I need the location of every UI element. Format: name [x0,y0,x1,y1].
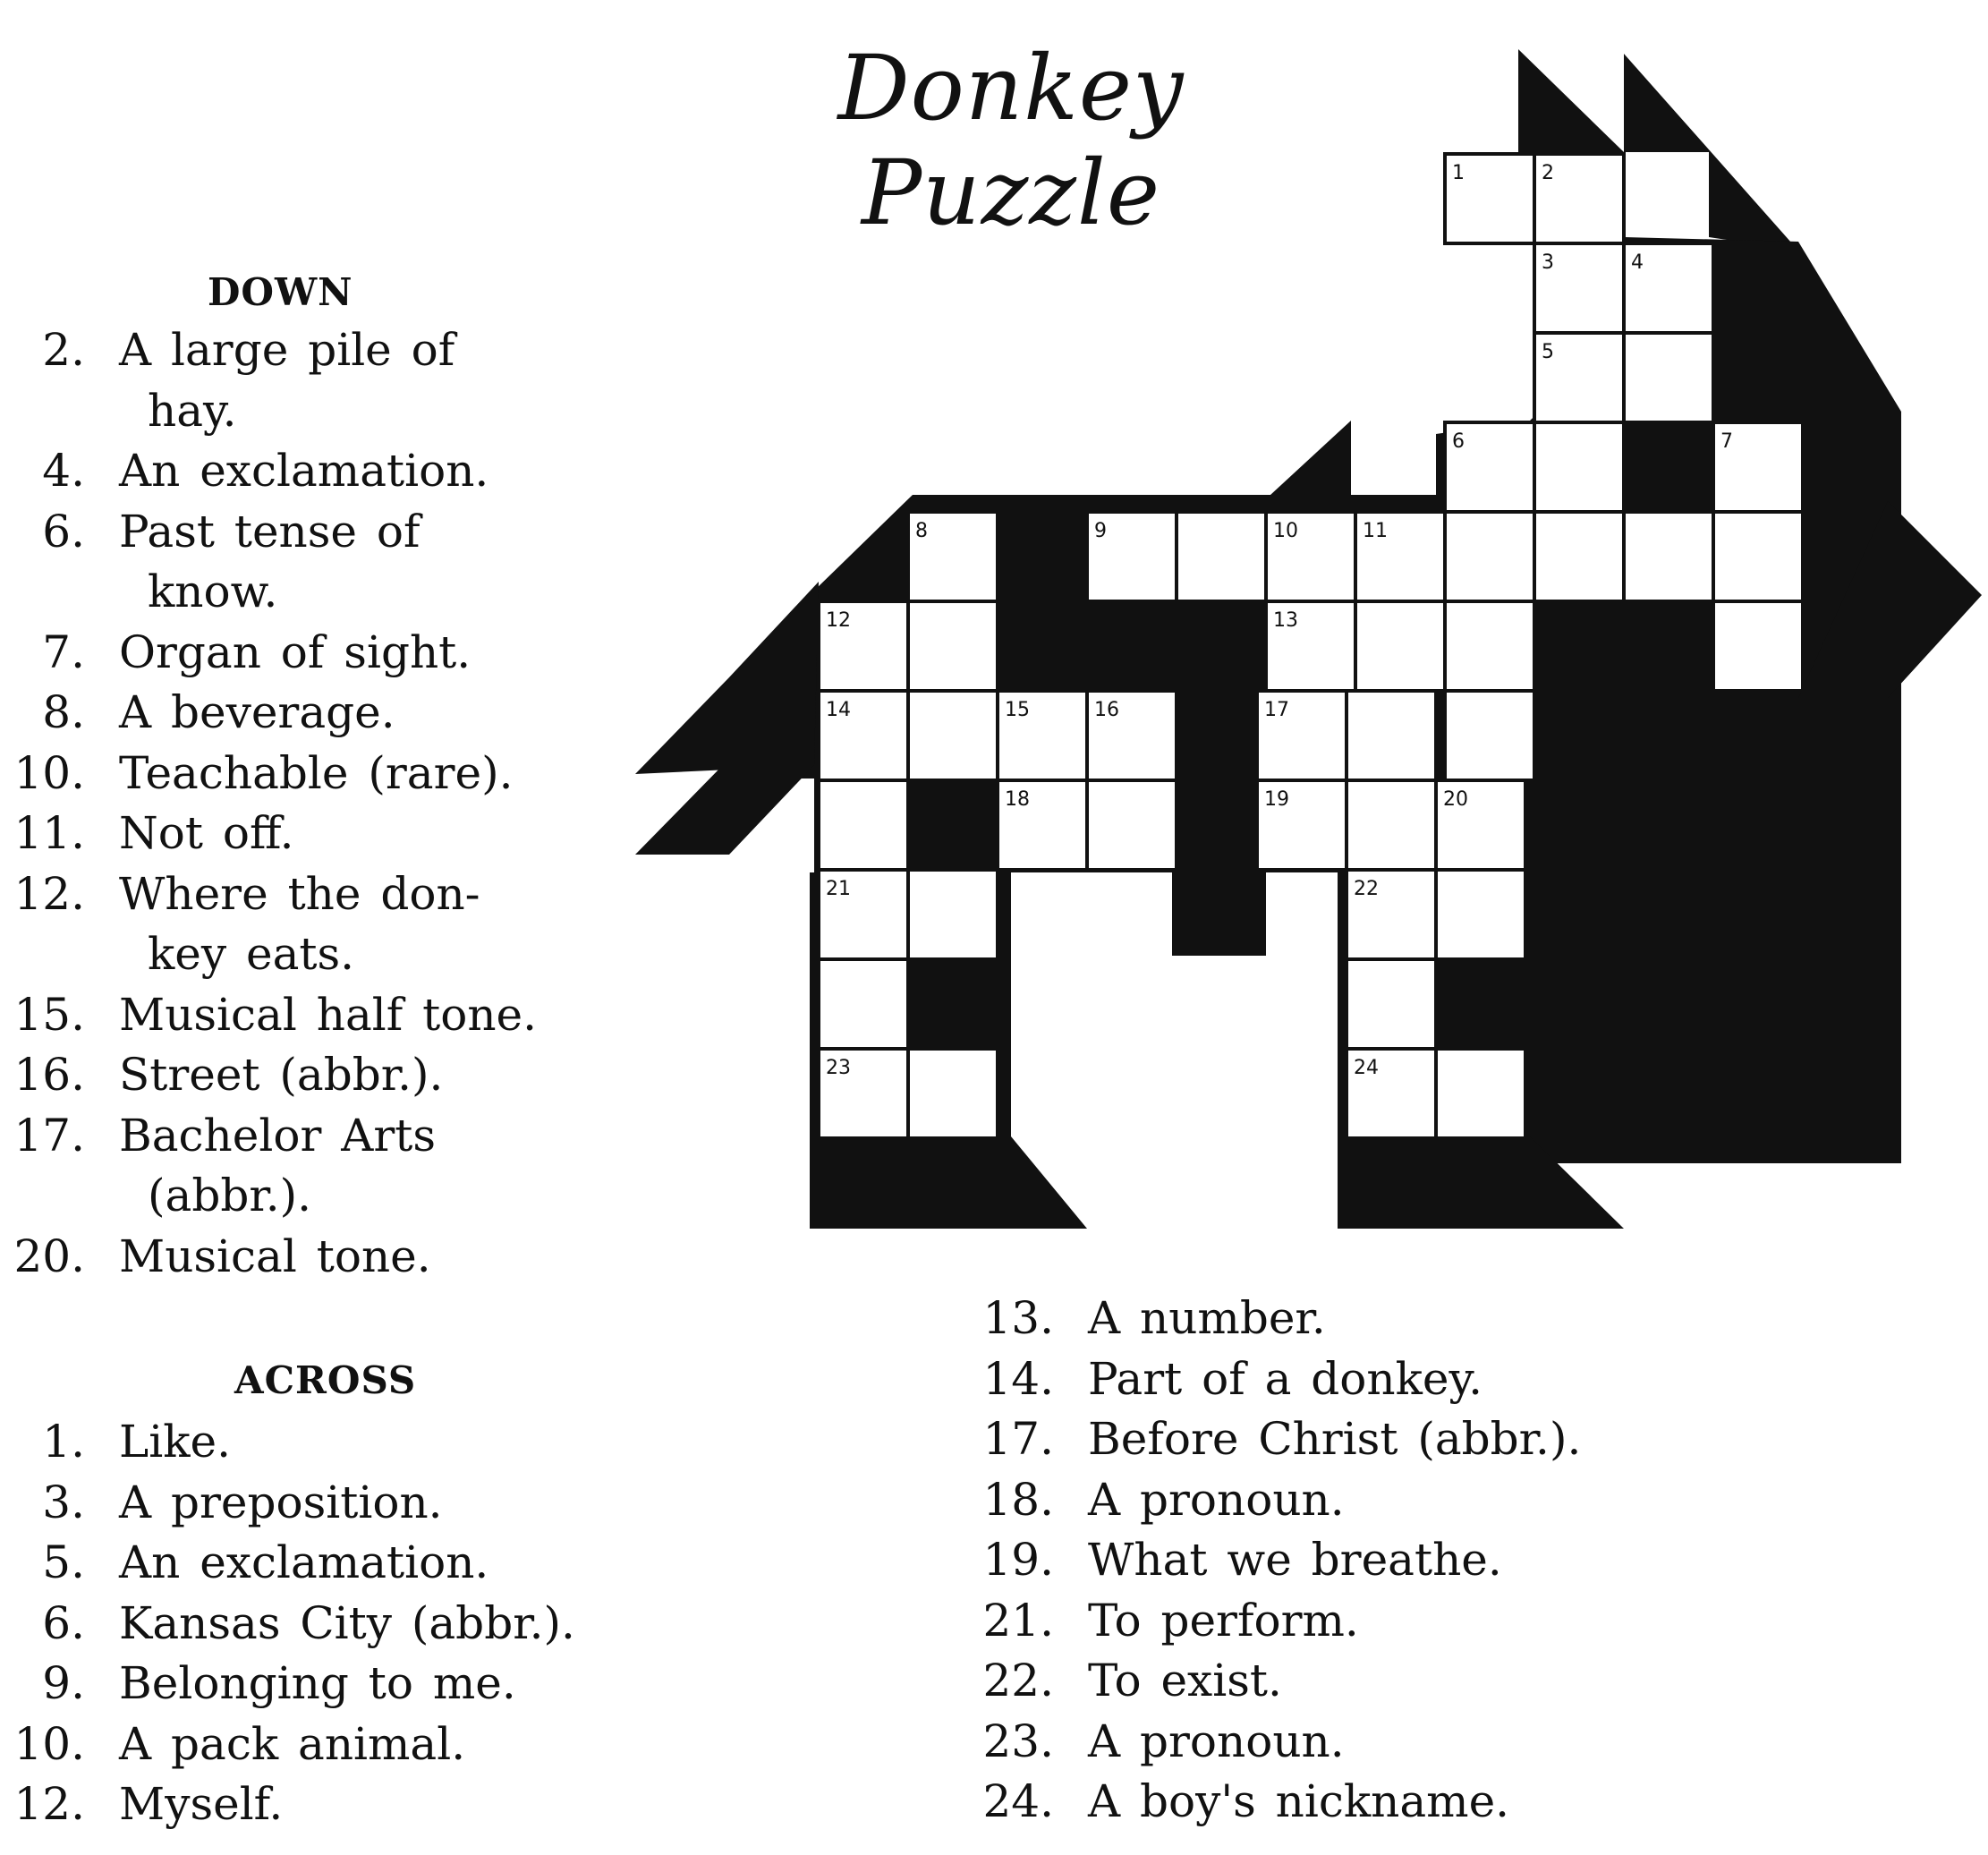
clue-item [0,1045,537,1106]
grid-cell[interactable] [1347,780,1436,870]
grid-cell[interactable] [1624,333,1713,422]
clue-item [0,1106,537,1167]
clue-continuation [0,562,537,623]
clue-number: 6. [42,505,85,557]
clue-number: 1. [42,1416,85,1468]
clue-number: 6. [42,1596,85,1649]
grid-cell[interactable] [1445,512,1534,601]
clue-item [0,1530,1581,1591]
across-clues-col2 [0,1289,1581,1833]
clue-text: Street (abbr.). [119,1049,444,1101]
clue-continuation [0,924,537,985]
clue-number: 24. [982,1775,1054,1827]
clue-number: 19. [982,1534,1054,1586]
clue-item [0,683,537,744]
cell-number: 4 [1631,251,1644,274]
clue-item [0,502,537,563]
cell-number: 24 [1354,1057,1379,1079]
grid-cell[interactable] [1445,691,1534,780]
clue-number: 7. [42,625,85,678]
clue-text: To exist. [1088,1655,1282,1706]
clue-number: 14. [982,1352,1054,1405]
clue-text: A preposition. [119,1476,443,1528]
grid-cell[interactable] [1713,601,1803,691]
clue-number: 23. [982,1715,1054,1767]
clue-number: 10. [13,746,85,799]
puzzle-title: Donkey Puzzle [837,36,1185,245]
cell-number: 12 [826,609,851,632]
clue-number: 2. [42,324,85,376]
clue-item [0,441,537,502]
clue-text: (abbr.). [148,1170,312,1221]
cell-number: 13 [1273,609,1298,632]
clue-item [0,1712,1581,1773]
grid-cell[interactable] [819,959,908,1049]
clue-text: Musical tone. [119,1230,431,1282]
clue-text: Part of a donkey. [1088,1352,1483,1405]
clue-number: 12. [13,867,85,920]
across-heading: ACROSS [234,1358,417,1402]
grid-cell[interactable] [908,870,998,959]
clue-continuation [0,381,537,442]
clue-item [0,1772,1581,1833]
clue-item [0,1289,1581,1349]
clue-number: 10. [13,1717,85,1770]
clue-text: key eats. [148,928,355,980]
cell-number: 17 [1264,699,1289,721]
clue-item [0,864,537,925]
clue-text: A pack animal. [119,1717,466,1770]
cell-number: 1 [1452,162,1465,184]
cell-number: 19 [1264,788,1289,811]
grid-cell[interactable] [1713,512,1803,601]
cell-number: 2 [1542,162,1554,184]
clue-number: 4. [42,445,85,497]
cell-number: 21 [826,878,851,900]
clue-text: Myself. [119,1778,284,1830]
clue-number: 15. [13,988,85,1041]
clue-number: 3. [42,1476,85,1528]
clue-item [0,1227,537,1288]
cell-number: 10 [1273,520,1298,542]
grid-cell[interactable] [1624,512,1713,601]
clue-text: An exclamation. [119,445,489,497]
clue-item [0,1651,1581,1712]
clue-number: 13. [982,1292,1054,1344]
grid-cell[interactable] [1087,780,1177,870]
clue-text: Organ of sight. [119,625,472,678]
cell-number: 14 [826,699,851,721]
clue-text: Not off. [119,807,294,859]
clue-text: Like. [119,1416,231,1468]
cell-number: 11 [1363,520,1388,542]
grid-cell[interactable] [908,691,998,780]
cell-number: 7 [1720,430,1733,453]
cell-number: 18 [1005,788,1030,811]
clue-text: Where the don- [119,867,480,920]
clue-text: Past tense of [119,505,421,557]
cell-number: 5 [1542,341,1554,363]
grid-cell[interactable] [1347,691,1436,780]
cell-number: 23 [826,1057,851,1079]
clue-text: Musical half tone. [119,988,538,1041]
grid-cell[interactable] [1436,870,1525,959]
clue-text: Bachelor Arts [119,1109,436,1162]
clue-item [0,985,537,1046]
clue-item [0,1349,1581,1410]
clue-text: know. [148,566,278,617]
grid-cell[interactable] [1177,512,1266,601]
clue-text: hay. [148,384,237,437]
clue-number: 11. [13,807,85,859]
clue-text: An exclamation. [119,1536,489,1588]
clue-item [0,1591,1581,1652]
cell-number: 8 [915,520,928,542]
clue-text: A pronoun. [1088,1715,1345,1767]
grid-cell[interactable] [1355,601,1445,691]
cell-number: 22 [1354,878,1379,900]
clue-number: 16. [13,1049,85,1101]
clue-number: 20. [13,1230,85,1282]
cell-number: 15 [1005,699,1030,721]
clue-number: 18. [982,1473,1054,1526]
grid-cell[interactable] [1534,512,1624,601]
right-ear-shape [1624,54,1798,251]
clue-item [0,623,537,684]
grid-cell[interactable] [908,1049,998,1138]
clue-number: 8. [42,686,85,738]
grid-cell[interactable] [1445,601,1534,691]
clue-text: A boy's nickname. [1088,1775,1510,1827]
clue-text: Before Christ (abbr.). [1088,1413,1582,1465]
grid-cell[interactable] [1534,422,1624,512]
grid-cell[interactable] [1347,959,1436,1049]
cell-number: 20 [1443,788,1468,811]
clue-number: 5. [42,1536,85,1588]
down-heading: DOWN [208,270,353,314]
clue-text: Kansas City (abbr.). [119,1596,575,1649]
grid-cell[interactable] [908,601,998,691]
grid-cell[interactable] [1436,1049,1525,1138]
clue-item [0,804,537,864]
cell-number: 6 [1452,430,1465,453]
clue-item [0,320,537,381]
clue-text: What we breathe. [1088,1534,1502,1586]
down-clues [0,320,537,1287]
clue-text: A large pile of [119,324,455,376]
clue-text: A beverage. [119,686,395,738]
cell-number: 16 [1094,699,1119,721]
grid-cell[interactable] [819,780,908,870]
clue-number: 17. [13,1109,85,1162]
clue-item [0,1470,1581,1531]
clue-number: 21. [982,1594,1054,1647]
clue-text: A pronoun. [1088,1473,1345,1526]
clue-item [0,744,537,804]
clue-item [0,1409,1581,1470]
cell-number: 9 [1094,520,1107,542]
clue-text: To perform. [1088,1594,1359,1647]
clue-text: A number. [1088,1292,1326,1344]
clue-continuation [0,1166,537,1227]
clue-number: 22. [982,1655,1054,1706]
cell-number: 3 [1542,251,1554,274]
clue-number: 12. [13,1778,85,1830]
clue-text: Belonging to me. [119,1657,516,1709]
clue-number: 17. [982,1413,1054,1465]
clue-number: 9. [42,1657,85,1709]
clue-text: Teachable (rare). [119,746,514,799]
